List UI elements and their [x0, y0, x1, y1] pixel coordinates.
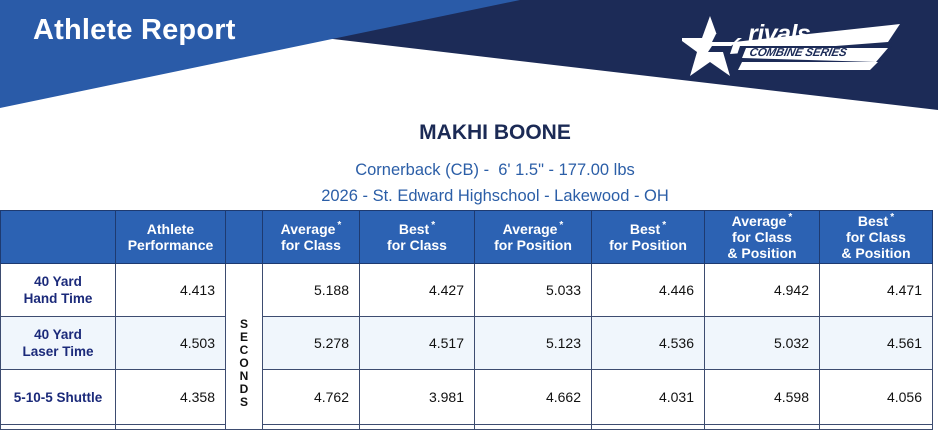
header-best-for-class-position: Best * for Class & Position — [820, 211, 933, 264]
avg-position-value: 4.662 — [475, 370, 592, 425]
athlete-name: MAKHI BOONE — [419, 121, 571, 144]
partial-cell — [475, 425, 592, 430]
partial-cell — [705, 425, 820, 430]
best-class-value: 4.517 — [360, 317, 475, 370]
logo-subtitle: COMBINE SERIES — [748, 47, 848, 59]
avg-class-value: 4.762 — [263, 370, 360, 425]
best-class-position-value: 4.056 — [820, 370, 933, 425]
best-class-position-value: 4.561 — [820, 317, 933, 370]
header-average-for-position: Average * for Position — [475, 211, 592, 264]
best-position-value: 4.031 — [592, 370, 705, 425]
athlete-position-line: Cornerback (CB) - 6' 1.5" - 177.00 lbs — [355, 161, 635, 179]
event-label: 5-10-5 Shuttle — [1, 370, 116, 425]
header-best-for-class: Best * for Class — [360, 211, 475, 264]
best-class-value: 4.427 — [360, 264, 475, 317]
results-table — [0, 210, 933, 430]
event-label: 40 Yard Laser Time — [1, 317, 116, 370]
event-label: 40 Yard Hand Time — [1, 264, 116, 317]
athlete-school-line: 2026 - St. Edward Highschool - Lakewood - OH — [321, 187, 669, 205]
avg-class-value: 5.188 — [263, 264, 360, 317]
best-class-position-value: 4.471 — [820, 264, 933, 317]
table-row — [1, 317, 933, 370]
header-average-for-class: Average * for Class — [263, 211, 360, 264]
avg-position-value: 5.123 — [475, 317, 592, 370]
header-event — [1, 211, 116, 264]
athlete-value: 4.503 — [116, 317, 226, 370]
athlete-value: 4.358 — [116, 370, 226, 425]
partial-cell — [360, 425, 475, 430]
table-row — [1, 370, 933, 425]
header-average-for-class-position: Average * for Class & Position — [705, 211, 820, 264]
table-row — [1, 264, 933, 317]
partial-cell — [263, 425, 360, 430]
avg-class-position-value: 4.598 — [705, 370, 820, 425]
logo-wordmark: rivals — [748, 20, 811, 48]
athlete-value: 4.413 — [116, 264, 226, 317]
header-athlete-performance: Athlete Performance — [116, 211, 226, 264]
partial-cell — [1, 425, 116, 430]
avg-position-value: 5.033 — [475, 264, 592, 317]
partial-cell — [116, 425, 226, 430]
partial-cell — [820, 425, 933, 430]
report-title: Athlete Report — [33, 14, 236, 46]
table-row-partial — [1, 425, 933, 430]
table-header-row — [1, 211, 933, 264]
units-label: S E C O N D S — [226, 264, 263, 430]
avg-class-position-value: 4.942 — [705, 264, 820, 317]
avg-class-value: 5.278 — [263, 317, 360, 370]
header-units — [226, 211, 263, 264]
partial-cell — [592, 425, 705, 430]
best-class-value: 3.981 — [360, 370, 475, 425]
avg-class-position-value: 5.032 — [705, 317, 820, 370]
best-position-value: 4.536 — [592, 317, 705, 370]
header-best-for-position: Best * for Position — [592, 211, 705, 264]
best-position-value: 4.446 — [592, 264, 705, 317]
